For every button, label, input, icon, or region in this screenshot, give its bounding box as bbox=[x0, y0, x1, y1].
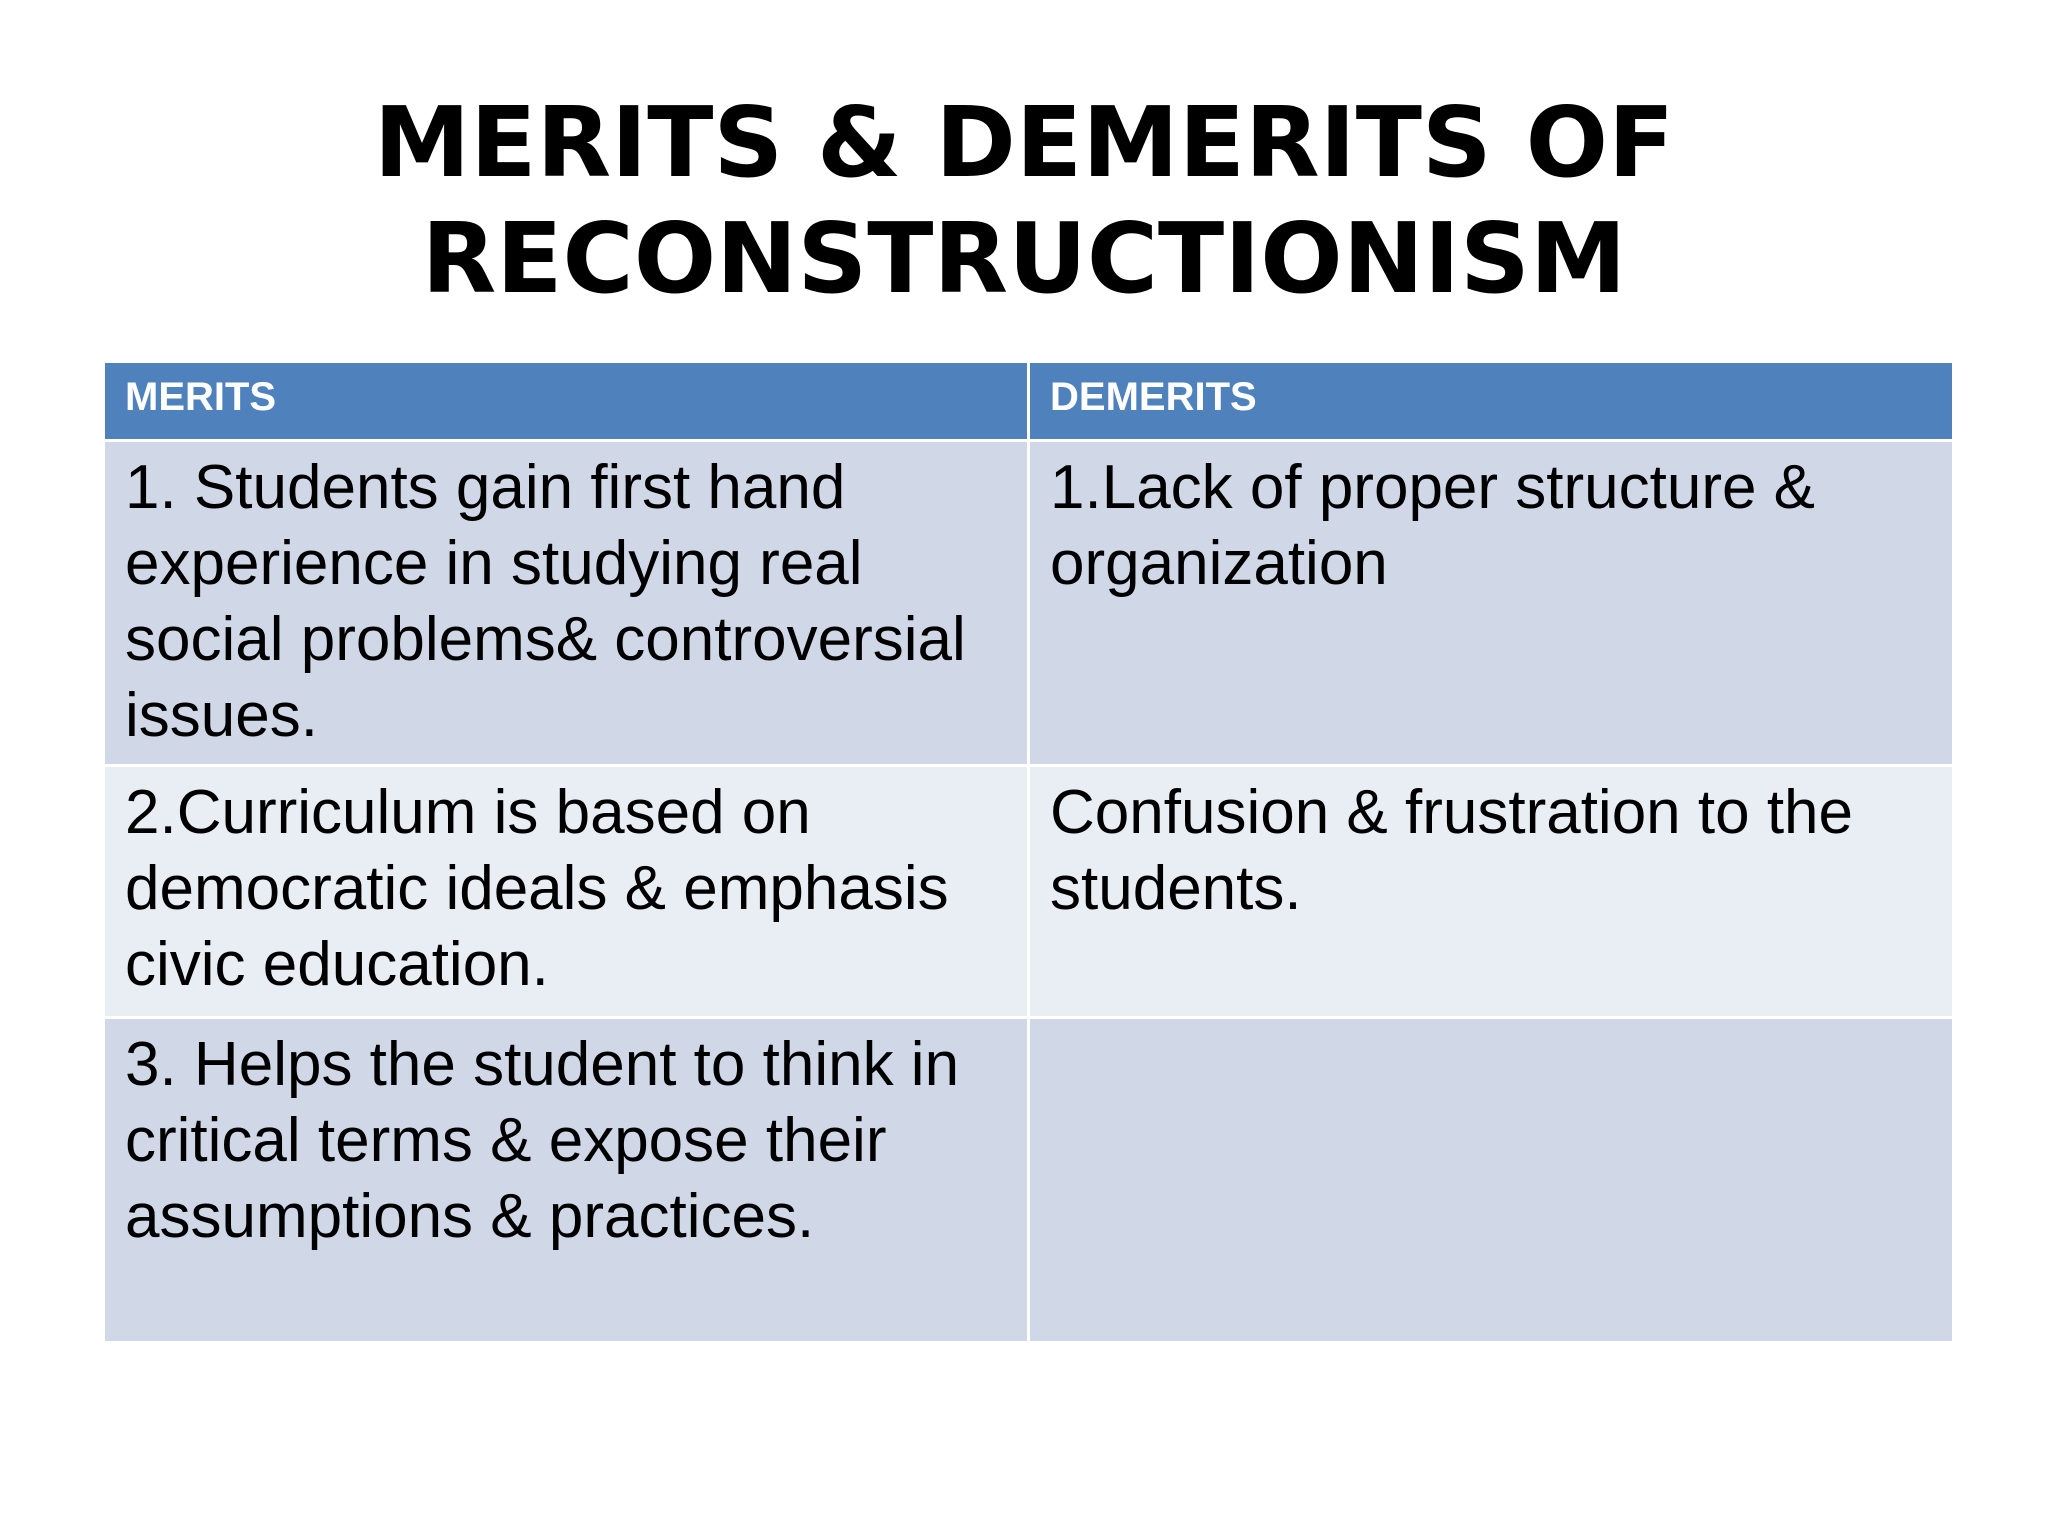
demerit-cell bbox=[1029, 1018, 1954, 1343]
table-row bbox=[104, 766, 1954, 1018]
title-line-2: RECONSTRUCTIONISM bbox=[421, 202, 1627, 315]
title-line-1: MERITS & DEMERITS OF bbox=[373, 86, 1675, 199]
demerit-cell: Confusion & frustration to the students. bbox=[1029, 766, 1954, 1018]
merit-cell: 1. Students gain first hand experience in studying real social problems& controversial issues. bbox=[104, 441, 1029, 766]
slide-title bbox=[0, 85, 2048, 317]
merit-cell: 3. Helps the student to think in critical terms & expose their assumptions & practices. bbox=[104, 1018, 1029, 1343]
table-header-row bbox=[104, 362, 1954, 441]
demerits-header: DEMERITS bbox=[1029, 362, 1954, 441]
merit-cell: 2.Curriculum is based on democratic ideals & emphasis civic education. bbox=[104, 766, 1029, 1018]
merits-header: MERITS bbox=[104, 362, 1029, 441]
merits-demerits-table bbox=[102, 360, 1955, 1344]
table-row bbox=[104, 441, 1954, 766]
table-row bbox=[104, 1018, 1954, 1343]
demerit-cell: 1.Lack of proper structure & organization bbox=[1029, 441, 1954, 766]
